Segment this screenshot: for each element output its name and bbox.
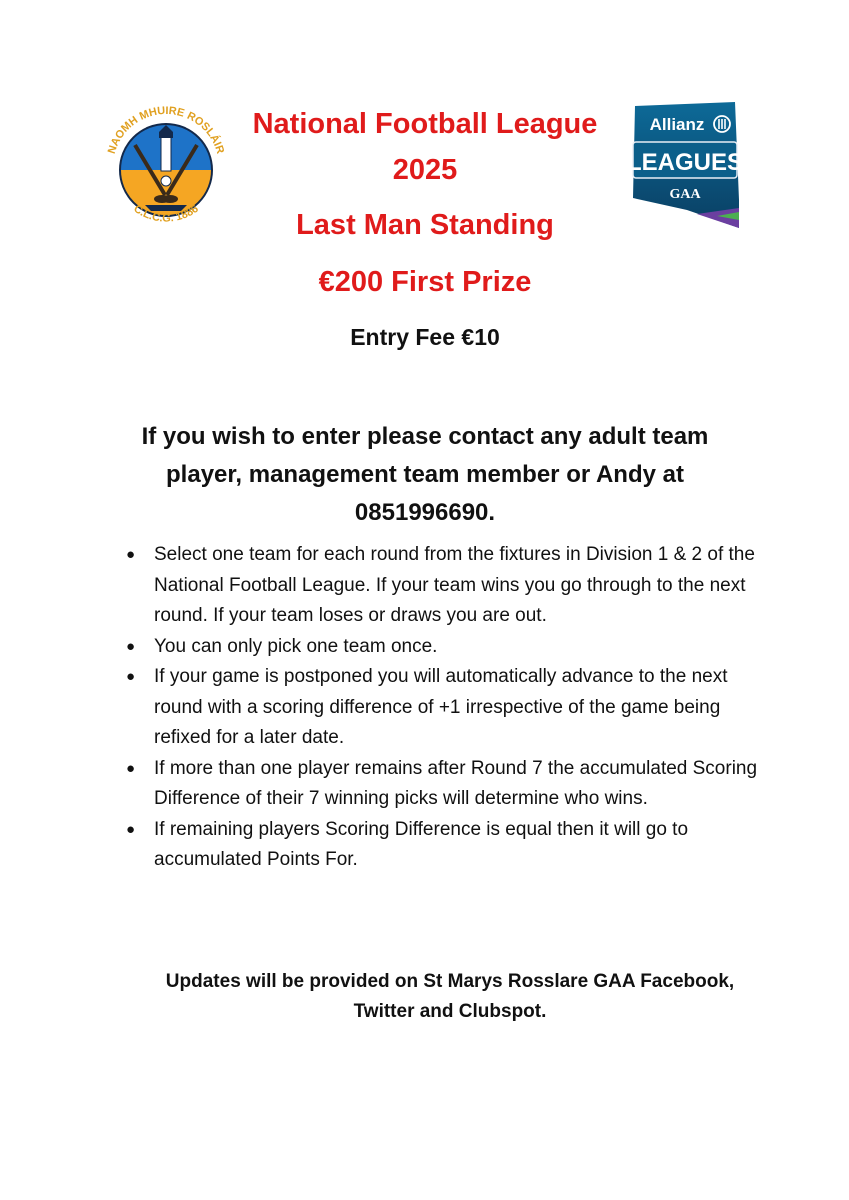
rule-text: Select one team for each round from the fixtures in Division 1 & 2 of the National Football League. If your team wins you go through to the next round. If your team loses or draws you are out. (154, 544, 755, 626)
contact-phone: 0851996690. (354, 499, 496, 526)
contact-line-2: player, management team member or Andy at (166, 461, 684, 488)
club-crest-top-text: NAOMH MHUIRE ROSLÁIR (105, 104, 227, 156)
rule-text: If remaining players Scoring Difference is equal then it will go to accumulated Points For. (154, 818, 689, 870)
competition-name: Last Man Standing (296, 209, 554, 241)
svg-text:GAA: GAA (669, 187, 701, 202)
prize-text: €200 First Prize (318, 266, 532, 298)
club-crest-bottom-text: C.L.C.G. 1886 (131, 202, 201, 225)
rule-text: If your game is postponed you will automatically advance to the next round with a scoring difference of +1 irrespective of the game being refixed for a later date. (154, 666, 728, 748)
bullet-icon: ● (126, 759, 136, 777)
rule-item (126, 632, 766, 663)
rule-item (126, 540, 766, 632)
updates-note (100, 967, 800, 1027)
svg-text:LEAGUES: LEAGUES (627, 149, 743, 176)
poster-title: National Football League (252, 108, 598, 140)
contact-info (95, 418, 755, 532)
rules-list (126, 540, 766, 876)
rule-text: If more than one player remains after Round 7 the accumulated Scoring Difference of their 7 winning picks will determine who wins. (154, 757, 758, 809)
bullet-icon: ● (126, 820, 136, 838)
updates-line-1: Updates will be provided on St Marys Rosslare GAA Facebook, (165, 971, 735, 992)
updates-line-2: Twitter and Clubspot. (353, 1001, 547, 1022)
allianz-leagues-logo (627, 102, 743, 228)
bullet-icon: ● (126, 637, 136, 655)
rule-item (126, 754, 766, 815)
rule-text: You can only pick one team once. (154, 635, 438, 657)
rule-item (126, 815, 766, 876)
svg-text:Allianz: Allianz (649, 115, 705, 134)
poster-year: 2025 (392, 154, 458, 186)
contact-line-1: If you wish to enter please contact any adult team (141, 423, 709, 450)
entry-fee: Entry Fee €10 (350, 324, 500, 350)
rule-item (126, 662, 766, 754)
bullet-icon: ● (126, 546, 136, 563)
bullet-icon: ● (126, 668, 136, 685)
